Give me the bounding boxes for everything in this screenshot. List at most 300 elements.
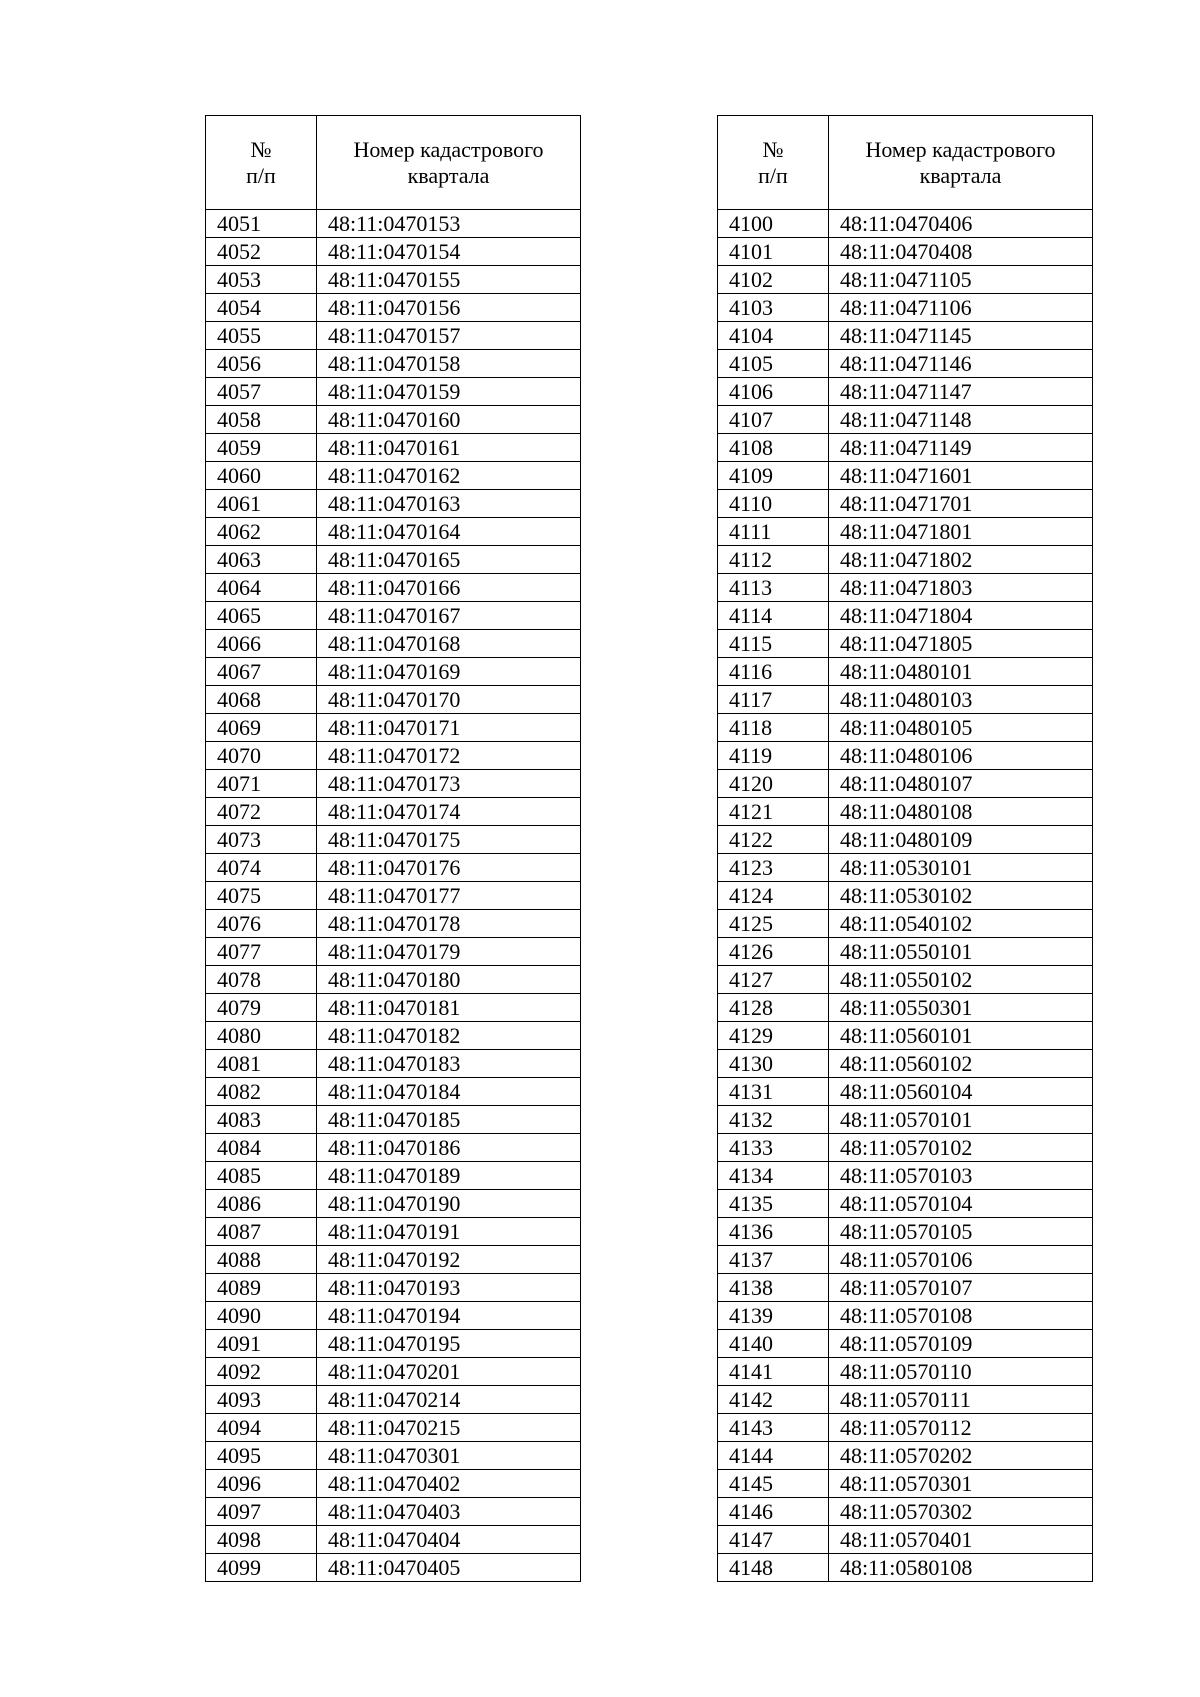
cadastral-number: 48:11:0470214 [317, 1386, 581, 1414]
row-number: 4111 [718, 518, 829, 546]
cadastral-number: 48:11:0550301 [829, 994, 1093, 1022]
table-header-row [718, 116, 1093, 210]
cadastral-number: 48:11:0480107 [829, 770, 1093, 798]
cadastral-number: 48:11:0470189 [317, 1162, 581, 1190]
row-number: 4136 [718, 1218, 829, 1246]
table-row [206, 630, 581, 658]
table-row [206, 1078, 581, 1106]
cadastral-number: 48:11:0470162 [317, 462, 581, 490]
table-row [206, 322, 581, 350]
cadastral-number: 48:11:0470156 [317, 294, 581, 322]
table-row [206, 658, 581, 686]
row-number: 4109 [718, 462, 829, 490]
row-number: 4067 [206, 658, 317, 686]
row-number: 4105 [718, 350, 829, 378]
cadastral-number: 48:11:0470178 [317, 910, 581, 938]
row-number: 4093 [206, 1386, 317, 1414]
table-row [206, 490, 581, 518]
table-row [718, 406, 1093, 434]
row-number: 4060 [206, 462, 317, 490]
cadastral-number: 48:11:0470191 [317, 1218, 581, 1246]
table-row [718, 602, 1093, 630]
row-number: 4134 [718, 1162, 829, 1190]
table-row [206, 770, 581, 798]
row-number: 4148 [718, 1554, 829, 1582]
cadastral-number: 48:11:0570110 [829, 1358, 1093, 1386]
row-number: 4076 [206, 910, 317, 938]
cadastral-number: 48:11:0471145 [829, 322, 1093, 350]
cadastral-number: 48:11:0570301 [829, 1470, 1093, 1498]
table-row [206, 378, 581, 406]
cadastral-number: 48:11:0470186 [317, 1134, 581, 1162]
row-number: 4087 [206, 1218, 317, 1246]
header-cadastral-number [317, 116, 581, 210]
table-row [206, 350, 581, 378]
table-row [206, 406, 581, 434]
table-row [206, 966, 581, 994]
row-number: 4126 [718, 938, 829, 966]
row-number: 4139 [718, 1302, 829, 1330]
row-number: 4088 [206, 1246, 317, 1274]
header-number-line2: п/п [758, 162, 788, 188]
cadastral-number: 48:11:0470185 [317, 1106, 581, 1134]
table-row [718, 1106, 1093, 1134]
row-number: 4124 [718, 882, 829, 910]
table-row [718, 210, 1093, 238]
table-row [206, 602, 581, 630]
row-number: 4053 [206, 266, 317, 294]
table-row [206, 882, 581, 910]
header-number-line2: п/п [246, 162, 276, 188]
cadastral-number: 48:11:0480109 [829, 826, 1093, 854]
table-row [206, 1526, 581, 1554]
cadastral-number: 48:11:0530102 [829, 882, 1093, 910]
table-row [718, 322, 1093, 350]
cadastral-number: 48:11:0570202 [829, 1442, 1093, 1470]
row-number: 4133 [718, 1134, 829, 1162]
row-number: 4137 [718, 1246, 829, 1274]
table-row [206, 434, 581, 462]
cadastral-number: 48:11:0480105 [829, 714, 1093, 742]
table-row [718, 1274, 1093, 1302]
cadastral-number: 48:11:0570104 [829, 1190, 1093, 1218]
table-row [206, 1330, 581, 1358]
table-row [718, 294, 1093, 322]
cadastral-number: 48:11:0560102 [829, 1050, 1093, 1078]
cadastral-number: 48:11:0471105 [829, 266, 1093, 294]
table-row [718, 1218, 1093, 1246]
table-row [206, 546, 581, 574]
cadastral-number: 48:11:0470402 [317, 1470, 581, 1498]
header-cadastral-number [829, 116, 1093, 210]
cadastral-number: 48:11:0470408 [829, 238, 1093, 266]
table-row [206, 266, 581, 294]
row-number: 4056 [206, 350, 317, 378]
row-number: 4066 [206, 630, 317, 658]
row-number: 4077 [206, 938, 317, 966]
cadastral-number: 48:11:0470164 [317, 518, 581, 546]
row-number: 4112 [718, 546, 829, 574]
row-number: 4107 [718, 406, 829, 434]
row-number: 4113 [718, 574, 829, 602]
row-number: 4146 [718, 1498, 829, 1526]
table-row [718, 1302, 1093, 1330]
cadastral-number: 48:11:0470184 [317, 1078, 581, 1106]
table-row [718, 1358, 1093, 1386]
header-code-line2: квартала [919, 162, 1002, 188]
row-number: 4052 [206, 238, 317, 266]
row-number: 4082 [206, 1078, 317, 1106]
cadastral-number: 48:11:0470166 [317, 574, 581, 602]
table-row [718, 490, 1093, 518]
cadastral-number: 48:11:0570109 [829, 1330, 1093, 1358]
table-row [206, 1134, 581, 1162]
row-number: 4090 [206, 1302, 317, 1330]
cadastral-number: 48:11:0470180 [317, 966, 581, 994]
cadastral-number: 48:11:0470169 [317, 658, 581, 686]
table-row [206, 910, 581, 938]
table-row [718, 714, 1093, 742]
row-number: 4117 [718, 686, 829, 714]
row-number: 4141 [718, 1358, 829, 1386]
cadastral-number: 48:11:0470215 [317, 1414, 581, 1442]
table-row [206, 1358, 581, 1386]
row-number: 4128 [718, 994, 829, 1022]
cadastral-number: 48:11:0470163 [317, 490, 581, 518]
table-body-left [206, 210, 581, 1582]
table-row [718, 1386, 1093, 1414]
cadastral-number: 48:11:0470155 [317, 266, 581, 294]
table-row [718, 1162, 1093, 1190]
cadastral-number: 48:11:0470193 [317, 1274, 581, 1302]
table-row [206, 462, 581, 490]
row-number: 4062 [206, 518, 317, 546]
cadastral-number: 48:11:0470179 [317, 938, 581, 966]
cadastral-table-right [717, 115, 1093, 1582]
row-number: 4089 [206, 1274, 317, 1302]
cadastral-number: 48:11:0570107 [829, 1274, 1093, 1302]
table-row [718, 994, 1093, 1022]
table-row [718, 1526, 1093, 1554]
table-row [718, 574, 1093, 602]
row-number: 4130 [718, 1050, 829, 1078]
row-number: 4085 [206, 1162, 317, 1190]
cadastral-number: 48:11:0470161 [317, 434, 581, 462]
header-number [206, 116, 317, 210]
table-row [718, 238, 1093, 266]
row-number: 4114 [718, 602, 829, 630]
cadastral-number: 48:11:0470183 [317, 1050, 581, 1078]
cadastral-number: 48:11:0470301 [317, 1442, 581, 1470]
cadastral-number: 48:11:0470167 [317, 602, 581, 630]
row-number: 4080 [206, 1022, 317, 1050]
row-number: 4102 [718, 266, 829, 294]
cadastral-number: 48:11:0470192 [317, 1246, 581, 1274]
table-row [718, 1554, 1093, 1582]
table-row [718, 742, 1093, 770]
cadastral-number: 48:11:0471804 [829, 602, 1093, 630]
table-row [718, 1134, 1093, 1162]
cadastral-number: 48:11:0470153 [317, 210, 581, 238]
table-row [206, 826, 581, 854]
table-row [718, 966, 1093, 994]
row-number: 4079 [206, 994, 317, 1022]
cadastral-number: 48:11:0570102 [829, 1134, 1093, 1162]
row-number: 4104 [718, 322, 829, 350]
table-row [206, 1470, 581, 1498]
cadastral-number: 48:11:0560101 [829, 1022, 1093, 1050]
row-number: 4122 [718, 826, 829, 854]
table-row [718, 826, 1093, 854]
row-number: 4072 [206, 798, 317, 826]
cadastral-number: 48:11:0471805 [829, 630, 1093, 658]
table-row [718, 1330, 1093, 1358]
row-number: 4138 [718, 1274, 829, 1302]
row-number: 4065 [206, 602, 317, 630]
table-row [206, 210, 581, 238]
row-number: 4078 [206, 966, 317, 994]
table-row [718, 658, 1093, 686]
table-row [206, 714, 581, 742]
cadastral-number: 48:11:0570112 [829, 1414, 1093, 1442]
table-row [206, 938, 581, 966]
cadastral-number: 48:11:0470176 [317, 854, 581, 882]
row-number: 4125 [718, 910, 829, 938]
cadastral-number: 48:11:0530101 [829, 854, 1093, 882]
table-row [718, 1190, 1093, 1218]
table-row [206, 1442, 581, 1470]
row-number: 4096 [206, 1470, 317, 1498]
table-body-right [718, 210, 1093, 1582]
table-row [718, 910, 1093, 938]
table-row [206, 686, 581, 714]
cadastral-number: 48:11:0470405 [317, 1554, 581, 1582]
table-row [206, 1218, 581, 1246]
cadastral-number: 48:11:0471601 [829, 462, 1093, 490]
cadastral-number: 48:11:0480101 [829, 658, 1093, 686]
row-number: 4115 [718, 630, 829, 658]
row-number: 4063 [206, 546, 317, 574]
table-row [206, 854, 581, 882]
cadastral-number: 48:11:0470195 [317, 1330, 581, 1358]
row-number: 4095 [206, 1442, 317, 1470]
row-number: 4135 [718, 1190, 829, 1218]
cadastral-number: 48:11:0480106 [829, 742, 1093, 770]
cadastral-number: 48:11:0560104 [829, 1078, 1093, 1106]
cadastral-number: 48:11:0480103 [829, 686, 1093, 714]
table-row [718, 1050, 1093, 1078]
table-row [206, 1386, 581, 1414]
cadastral-number: 48:11:0470159 [317, 378, 581, 406]
table-row [206, 1050, 581, 1078]
row-number: 4075 [206, 882, 317, 910]
table-row [206, 1274, 581, 1302]
row-number: 4129 [718, 1022, 829, 1050]
table-row [206, 798, 581, 826]
cadastral-number: 48:11:0470173 [317, 770, 581, 798]
cadastral-number: 48:11:0540102 [829, 910, 1093, 938]
cadastral-number: 48:11:0570105 [829, 1218, 1093, 1246]
header-code-line2: квартала [407, 162, 490, 188]
row-number: 4127 [718, 966, 829, 994]
row-number: 4061 [206, 490, 317, 518]
cadastral-number: 48:11:0570101 [829, 1106, 1093, 1134]
row-number: 4084 [206, 1134, 317, 1162]
table-row [718, 854, 1093, 882]
cadastral-number: 48:11:0570108 [829, 1302, 1093, 1330]
row-number: 4119 [718, 742, 829, 770]
cadastral-number: 48:11:0470172 [317, 742, 581, 770]
cadastral-number: 48:11:0470160 [317, 406, 581, 434]
cadastral-number: 48:11:0471802 [829, 546, 1093, 574]
cadastral-number: 48:11:0570106 [829, 1246, 1093, 1274]
cadastral-number: 48:11:0470403 [317, 1498, 581, 1526]
table-row [718, 1498, 1093, 1526]
table-row [718, 1442, 1093, 1470]
cadastral-number: 48:11:0570111 [829, 1386, 1093, 1414]
table-row [718, 1078, 1093, 1106]
table-row [206, 1302, 581, 1330]
table-row [718, 462, 1093, 490]
row-number: 4094 [206, 1414, 317, 1442]
row-number: 4097 [206, 1498, 317, 1526]
row-number: 4101 [718, 238, 829, 266]
table-row [718, 938, 1093, 966]
cadastral-number: 48:11:0470171 [317, 714, 581, 742]
table-row [718, 686, 1093, 714]
row-number: 4059 [206, 434, 317, 462]
row-number: 4086 [206, 1190, 317, 1218]
row-number: 4131 [718, 1078, 829, 1106]
cadastral-number: 48:11:0470154 [317, 238, 581, 266]
row-number: 4142 [718, 1386, 829, 1414]
header-number-line1: № [250, 136, 272, 162]
cadastral-number: 48:11:0471149 [829, 434, 1093, 462]
table-row [206, 294, 581, 322]
cadastral-number: 48:11:0470168 [317, 630, 581, 658]
table-row [206, 574, 581, 602]
row-number: 4099 [206, 1554, 317, 1582]
row-number: 4083 [206, 1106, 317, 1134]
row-number: 4145 [718, 1470, 829, 1498]
cadastral-number: 48:11:0550102 [829, 966, 1093, 994]
table-row [206, 1022, 581, 1050]
row-number: 4110 [718, 490, 829, 518]
cadastral-table-left [205, 115, 581, 1582]
cadastral-number: 48:11:0580108 [829, 1554, 1093, 1582]
cadastral-number: 48:11:0471106 [829, 294, 1093, 322]
cadastral-number: 48:11:0470158 [317, 350, 581, 378]
cadastral-number: 48:11:0570302 [829, 1498, 1093, 1526]
row-number: 4098 [206, 1526, 317, 1554]
table-row [718, 1470, 1093, 1498]
row-number: 4100 [718, 210, 829, 238]
table-header-row [206, 116, 581, 210]
cadastral-number: 48:11:0470157 [317, 322, 581, 350]
cadastral-number: 48:11:0470165 [317, 546, 581, 574]
table-row [718, 378, 1093, 406]
cadastral-number: 48:11:0470181 [317, 994, 581, 1022]
table-row [206, 238, 581, 266]
row-number: 4054 [206, 294, 317, 322]
cadastral-number: 48:11:0470404 [317, 1526, 581, 1554]
row-number: 4071 [206, 770, 317, 798]
row-number: 4140 [718, 1330, 829, 1358]
row-number: 4073 [206, 826, 317, 854]
table-row [718, 630, 1093, 658]
cadastral-number: 48:11:0471148 [829, 406, 1093, 434]
cadastral-number: 48:11:0470194 [317, 1302, 581, 1330]
header-code-line1: Номер кадастрового [353, 136, 544, 162]
table-row [718, 1414, 1093, 1442]
table-row [206, 994, 581, 1022]
cadastral-number: 48:11:0570401 [829, 1526, 1093, 1554]
table-row [718, 350, 1093, 378]
table-row [718, 882, 1093, 910]
table-row [718, 546, 1093, 574]
row-number: 4121 [718, 798, 829, 826]
row-number: 4116 [718, 658, 829, 686]
table-row [206, 742, 581, 770]
row-number: 4070 [206, 742, 317, 770]
table-row [718, 518, 1093, 546]
cadastral-number: 48:11:0470182 [317, 1022, 581, 1050]
cadastral-number: 48:11:0470175 [317, 826, 581, 854]
table-row [718, 266, 1093, 294]
row-number: 4118 [718, 714, 829, 742]
table-row [206, 1554, 581, 1582]
row-number: 4051 [206, 210, 317, 238]
row-number: 4092 [206, 1358, 317, 1386]
cadastral-number: 48:11:0471147 [829, 378, 1093, 406]
row-number: 4058 [206, 406, 317, 434]
cadastral-number: 48:11:0480108 [829, 798, 1093, 826]
table-row [206, 1162, 581, 1190]
cadastral-number: 48:11:0570103 [829, 1162, 1093, 1190]
row-number: 4081 [206, 1050, 317, 1078]
table-row [206, 1246, 581, 1274]
row-number: 4123 [718, 854, 829, 882]
header-number-line1: № [762, 136, 784, 162]
row-number: 4068 [206, 686, 317, 714]
cadastral-number: 48:11:0550101 [829, 938, 1093, 966]
cadastral-number: 48:11:0470406 [829, 210, 1093, 238]
table-row [718, 770, 1093, 798]
row-number: 4144 [718, 1442, 829, 1470]
cadastral-number: 48:11:0471701 [829, 490, 1093, 518]
table-row [206, 1106, 581, 1134]
cadastral-number: 48:11:0471803 [829, 574, 1093, 602]
row-number: 4106 [718, 378, 829, 406]
table-row [206, 1190, 581, 1218]
row-number: 4074 [206, 854, 317, 882]
table-row [718, 1022, 1093, 1050]
table-row [206, 1414, 581, 1442]
table-row [718, 798, 1093, 826]
row-number: 4057 [206, 378, 317, 406]
table-row [718, 434, 1093, 462]
cadastral-number: 48:11:0470170 [317, 686, 581, 714]
table-row [206, 1498, 581, 1526]
row-number: 4143 [718, 1414, 829, 1442]
row-number: 4055 [206, 322, 317, 350]
row-number: 4120 [718, 770, 829, 798]
row-number: 4108 [718, 434, 829, 462]
table-row [206, 518, 581, 546]
table-row [718, 1246, 1093, 1274]
row-number: 4091 [206, 1330, 317, 1358]
cadastral-number: 48:11:0470174 [317, 798, 581, 826]
